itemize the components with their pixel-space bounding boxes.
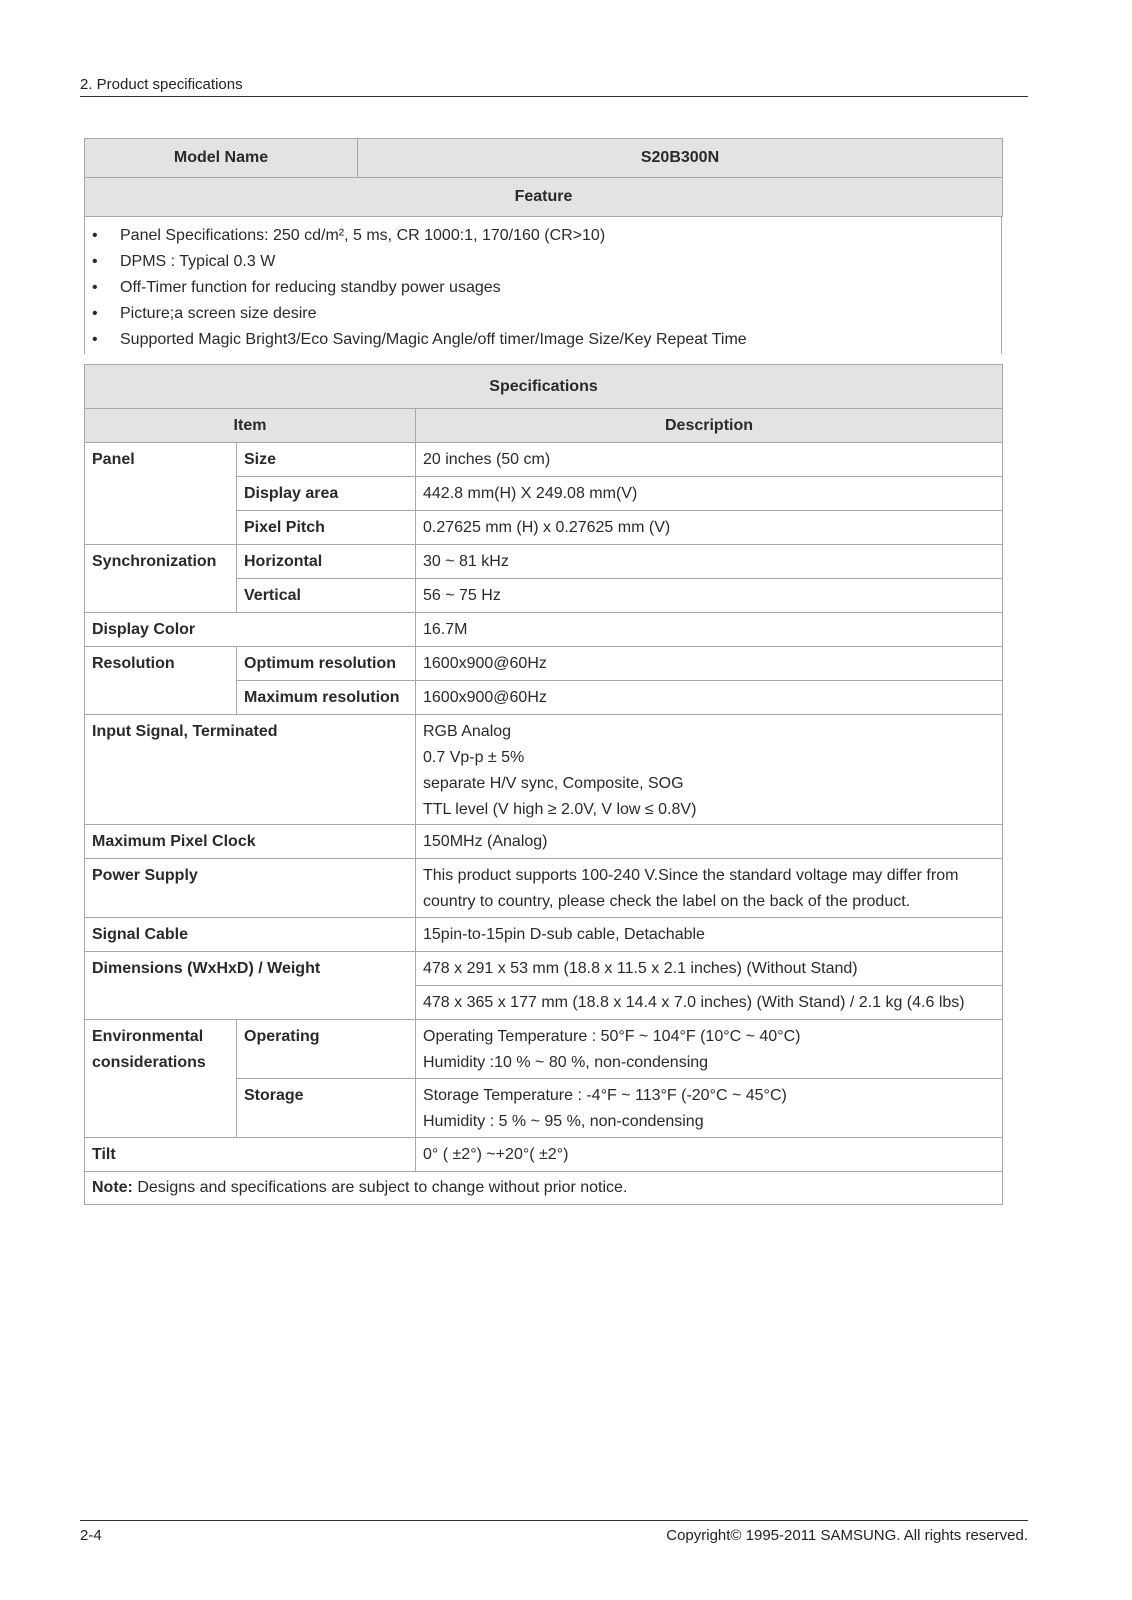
model-feature-table — [84, 138, 1003, 217]
feature-item: • Off-Timer function for reducing standby power usages — [85, 275, 1001, 301]
table-row — [85, 647, 1003, 681]
bullet-icon: • — [92, 279, 98, 296]
model-name-label: Model Name — [85, 139, 358, 178]
table-row — [85, 859, 1003, 918]
display-color-value: 16.7M — [416, 613, 1003, 647]
page-footer — [80, 1520, 1028, 1544]
sync-label: Synchronization — [85, 545, 237, 613]
bullet-icon: • — [92, 305, 98, 322]
horizontal-value: 30 ~ 81 kHz — [416, 545, 1003, 579]
pixel-pitch-value: 0.27625 mm (H) x 0.27625 mm (V) — [416, 511, 1003, 545]
display-area-value: 442.8 mm(H) X 249.08 mm(V) — [416, 477, 1003, 511]
dimensions-label: Dimensions (WxHxD) / Weight — [85, 952, 416, 1020]
table-row — [85, 443, 1003, 477]
bullet-icon: • — [92, 227, 98, 244]
feature-heading: Feature — [85, 178, 1003, 217]
description-column-header: Description — [416, 409, 1003, 443]
tilt-label: Tilt — [85, 1138, 416, 1172]
section-title: 2. Product specifications — [80, 76, 243, 93]
power-supply-value: This product supports 100-240 V.Since the standard voltage may differ from country to country, please check the label on the back of the product. — [416, 859, 1003, 918]
maximum-resolution-label: Maximum resolution — [237, 681, 416, 715]
optimum-resolution-value: 1600x900@60Hz — [416, 647, 1003, 681]
signal-cable-value: 15pin-to-15pin D-sub cable, Detachable — [416, 918, 1003, 952]
storage-value: Storage Temperature : -4°F ~ 113°F (-20°C ~ 45°C) Humidity : 5 % ~ 95 %, non-condensing — [416, 1079, 1003, 1138]
table-row — [85, 613, 1003, 647]
bullet-icon: • — [92, 331, 98, 348]
vertical-label: Vertical — [237, 579, 416, 613]
display-area-label: Display area — [237, 477, 416, 511]
table-row — [85, 952, 1003, 986]
feature-list-box — [84, 216, 1002, 354]
signal-cable-label: Signal Cable — [85, 918, 416, 952]
dimensions-with-stand: 478 x 365 x 177 mm (18.8 x 14.4 x 7.0 inches) (With Stand) / 2.1 kg (4.6 lbs) — [416, 986, 1003, 1020]
item-column-header: Item — [85, 409, 416, 443]
dimensions-without-stand: 478 x 291 x 53 mm (18.8 x 11.5 x 2.1 inches) (Without Stand) — [416, 952, 1003, 986]
table-row — [85, 1172, 1003, 1205]
feature-item: • DPMS : Typical 0.3 W — [85, 249, 1001, 275]
maximum-resolution-value: 1600x900@60Hz — [416, 681, 1003, 715]
resolution-label: Resolution — [85, 647, 237, 715]
table-row — [85, 1020, 1003, 1079]
table-row — [85, 545, 1003, 579]
feature-item: • Supported Magic Bright3/Eco Saving/Magic Angle/off timer/Image Size/Key Repeat Time — [85, 327, 1001, 353]
page-number: 2-4 — [80, 1527, 102, 1544]
note-label: Note: — [92, 1179, 133, 1196]
feature-item: • Picture;a screen size desire — [85, 301, 1001, 327]
specifications-heading: Specifications — [85, 365, 1003, 409]
pixel-clock-value: 150MHz (Analog) — [416, 825, 1003, 859]
panel-label: Panel — [85, 443, 237, 545]
operating-value: Operating Temperature : 50°F ~ 104°F (10°C ~ 40°C) Humidity :10 % ~ 80 %, non-condensing — [416, 1020, 1003, 1079]
display-color-label: Display Color — [85, 613, 416, 647]
size-label: Size — [237, 443, 416, 477]
table-row — [85, 715, 1003, 825]
note-text: Designs and specifications are subject to change without prior notice. — [132, 1179, 628, 1196]
copyright: Copyright© 1995-2011 SAMSUNG. All rights reserved. — [666, 1527, 1028, 1544]
pixel-clock-label: Maximum Pixel Clock — [85, 825, 416, 859]
specifications-table — [84, 364, 1003, 1205]
environmental-label: Environmental considerations — [85, 1020, 237, 1138]
vertical-value: 56 ~ 75 Hz — [416, 579, 1003, 613]
operating-label: Operating — [237, 1020, 416, 1079]
horizontal-label: Horizontal — [237, 545, 416, 579]
model-name-value: S20B300N — [358, 139, 1003, 178]
size-value: 20 inches (50 cm) — [416, 443, 1003, 477]
feature-list — [85, 216, 1001, 353]
table-row — [85, 918, 1003, 952]
pixel-pitch-label: Pixel Pitch — [237, 511, 416, 545]
note — [85, 1172, 1003, 1205]
storage-label: Storage — [237, 1079, 416, 1138]
input-signal-label: Input Signal, Terminated — [85, 715, 416, 825]
table-row — [85, 825, 1003, 859]
tilt-value: 0° ( ±2°) ~+20°( ±2°) — [416, 1138, 1003, 1172]
page-header — [80, 76, 1028, 97]
feature-item: • Panel Specifications: 250 cd/m², 5 ms, CR 1000:1, 170/160 (CR>10) — [85, 223, 1001, 249]
table-row — [85, 1138, 1003, 1172]
input-signal-value: RGB Analog 0.7 Vp-p ± 5% separate H/V sync, Composite, SOG TTL level (V high ≥ 2.0V, V low ≤ 0.8V) — [416, 715, 1003, 825]
optimum-resolution-label: Optimum resolution — [237, 647, 416, 681]
power-supply-label: Power Supply — [85, 859, 416, 918]
bullet-icon: • — [92, 253, 98, 270]
